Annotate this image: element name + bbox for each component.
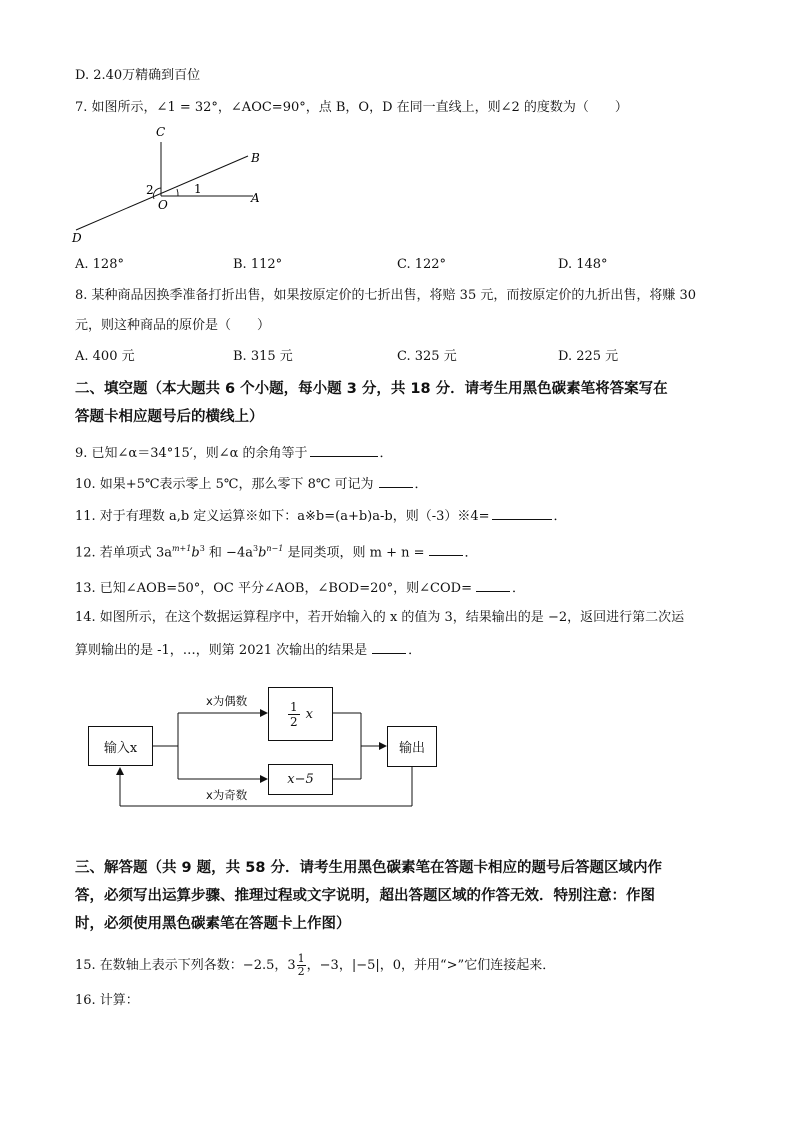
flow-odd-label: x为奇数 (206, 788, 248, 802)
q12-text-a: 12. 若单项式 3a (75, 545, 172, 561)
flow-half-variable: x (305, 706, 313, 722)
flow-output-box (387, 726, 437, 767)
q10-end: ． (414, 477, 428, 492)
flow-input-box (88, 726, 153, 766)
q12-var-b2: b (258, 545, 267, 561)
q15-fraction (297, 953, 306, 978)
label-o: O (158, 198, 168, 212)
q7-prefix: 7. 如图所示， (75, 100, 157, 115)
q7-option-d: D. 148° (558, 257, 608, 272)
q14-end: ． (408, 643, 422, 658)
flow-input-label: 输入x (103, 740, 138, 756)
q7-option-b: B. 112° (233, 257, 283, 272)
q12-text-c: 和 −4a (204, 545, 253, 561)
q8-line-2: 元，则这种商品的原价是（ ） (75, 318, 271, 333)
flow-output-label: 输出 (398, 741, 425, 756)
section-2-line-2: 答题卡相应题号后的横线上） (75, 409, 264, 425)
q7-option-c: C. 122° (397, 257, 447, 272)
q12-end: ． (464, 545, 478, 561)
q8-option-a: A. 400 元 (75, 349, 135, 364)
q16-question: 16. 计算： (75, 993, 139, 1008)
q13-text: 13. 已知∠AOB=50°，OC 平分∠AOB，∠BOD=20°，则∠COD= (75, 581, 472, 596)
q7-given: ∠1 = 32°，∠AOC=90°，点 B，O，D 在同一直线上，则∠2 的度数为（ ） (156, 100, 628, 115)
q8-line-1: 8. 某种商品因换季准备打折出售，如果按原定价的七折出售，将赔 35 元，而按原定价的九折出售，将赚 30 (75, 288, 697, 303)
label-b: B (251, 151, 260, 165)
q15-text-a: 15. 在数轴上表示下列各数：−2.5，3 (75, 958, 296, 973)
label-angle-2: 2 (146, 183, 154, 197)
flow-minus-label: x−5 (287, 772, 314, 787)
flow-minus-box (268, 764, 333, 795)
q12-text-d: 是同类项，则 m + n = (283, 545, 425, 561)
q9-end: ． (379, 446, 393, 461)
q7-option-a: A. 128° (75, 257, 124, 272)
label-c: C (156, 125, 166, 139)
q12-exp-4: n−1 (266, 544, 284, 553)
q9-text: 9. 已知∠α＝34°15′，则∠α 的余角等于 (75, 446, 308, 461)
q12-var-b1: b (191, 545, 200, 561)
q12-exp-1: m+1 (171, 544, 192, 553)
q12-exp-3: 3 (252, 544, 259, 553)
q13-end: ． (511, 581, 525, 596)
flow-half-denominator: 2 (290, 714, 298, 729)
section-3-line-1: 三、解答题（共 9 题，共 58 分．请考生用黑色碳素笔在答题卡相应的题号后答题区域内作 (75, 860, 662, 876)
flow-half-numerator: 1 (290, 699, 298, 714)
q6-option-d: D. 2.40万精确到百位 (75, 68, 201, 83)
q15-question (75, 953, 555, 979)
flow-even-label: x为偶数 (206, 694, 248, 708)
q15-text-b: ，−3，|−5|，0，并用“>”它们连接起来． (306, 958, 556, 973)
q10-text: 10. 如果+5℃表示零上 5℃，那么零下 8℃ 可记为 (75, 477, 374, 492)
section-3-line-3: 时，必须使用黑色碳素笔在答题卡上作图） (75, 916, 351, 932)
q11-end: ． (553, 509, 567, 524)
label-d: D (72, 231, 82, 245)
q8-option-d: D. 225 元 (558, 349, 619, 364)
q15-frac-denominator: 2 (297, 965, 305, 978)
section-2-line-1: 二、填空题（本大题共 6 个小题，每小题 3 分，共 18 分．请考生用黑色碳素笔将答案写在 (75, 381, 668, 397)
flow-half-fraction (288, 700, 300, 729)
flow-half-box (268, 687, 333, 741)
label-angle-1: 1 (194, 182, 202, 196)
label-a: A (251, 191, 260, 205)
section-3-line-2: 答，必须写出运算步骤、推理过程或文字说明，超出答题区域的作答无效．特别注意：作图 (75, 888, 655, 904)
q15-frac-numerator: 1 (297, 952, 305, 965)
q14-line-1: 14. 如图所示，在这个数据运算程序中，若开始输入的 x 的值为 3，结果输出的是 −2，返回进行第二次运 (75, 610, 685, 625)
q14-text: 算则输出的是 -1，…，则第 2021 次输出的结果是 (75, 643, 368, 658)
q8-option-c: C. 325 元 (397, 349, 457, 364)
q8-option-b: B. 315 元 (233, 349, 293, 364)
q12-exp-2: 3 (199, 544, 205, 553)
q11-text: 11. 对于有理数 a,b 定义运算※如下：a※b=(a+b)a-b，则（-3）※4= (75, 509, 490, 524)
section-3-heading (75, 854, 725, 938)
